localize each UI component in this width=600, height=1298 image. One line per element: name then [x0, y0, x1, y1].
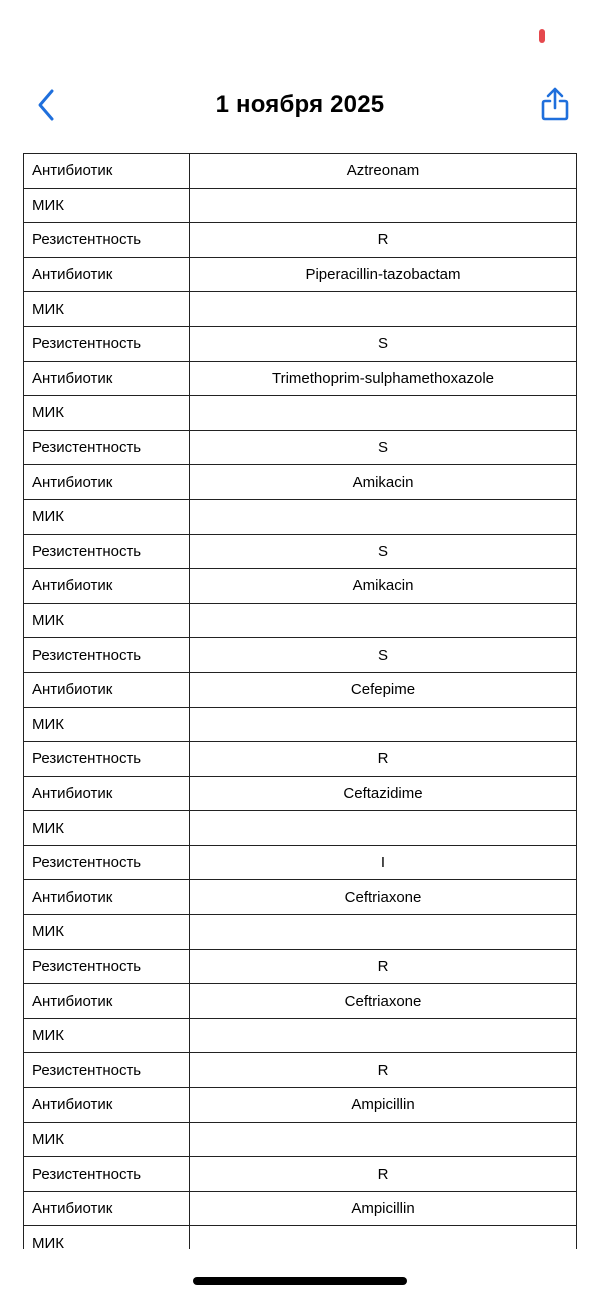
table-row — [24, 465, 577, 500]
table-row — [24, 1191, 577, 1226]
row-value: Ceftriaxone — [190, 984, 577, 1019]
table-row — [24, 569, 577, 604]
row-value: R — [190, 1053, 577, 1088]
row-value — [190, 707, 577, 742]
row-label: Антибиотик — [24, 1191, 190, 1226]
row-value — [190, 396, 577, 431]
row-label: Антибиотик — [24, 984, 190, 1019]
table-row — [24, 292, 577, 327]
row-label: МИК — [24, 1122, 190, 1157]
row-label: МИК — [24, 396, 190, 431]
table-row — [24, 638, 577, 673]
table-row — [24, 672, 577, 707]
row-value: S — [190, 326, 577, 361]
table-row — [24, 811, 577, 846]
table-row — [24, 361, 577, 396]
row-label: МИК — [24, 292, 190, 327]
row-value: Trimethoprim-sulphamethoxazole — [190, 361, 577, 396]
row-label: Резистентность — [24, 742, 190, 777]
row-label: МИК — [24, 499, 190, 534]
row-label: Резистентность — [24, 1053, 190, 1088]
row-label: Антибиотик — [24, 465, 190, 500]
table-row — [24, 257, 577, 292]
row-value: Piperacillin-tazobactam — [190, 257, 577, 292]
row-value: I — [190, 845, 577, 880]
row-value: S — [190, 638, 577, 673]
table-row — [24, 1122, 577, 1157]
row-value — [190, 603, 577, 638]
row-value: R — [190, 742, 577, 777]
table-row — [24, 188, 577, 223]
table-row — [24, 1226, 577, 1249]
row-value: Ceftazidime — [190, 776, 577, 811]
table-row — [24, 880, 577, 915]
page-title: 1 ноября 2025 — [215, 91, 385, 118]
table-row — [24, 430, 577, 465]
row-value — [190, 915, 577, 950]
row-value: R — [190, 949, 577, 984]
row-value: S — [190, 534, 577, 569]
table-row — [24, 154, 577, 189]
row-label: МИК — [24, 1018, 190, 1053]
row-label: Антибиотик — [24, 257, 190, 292]
table-row — [24, 1088, 577, 1123]
row-label: Антибиотик — [24, 569, 190, 604]
home-indicator[interactable] — [193, 1277, 407, 1285]
row-label: Антибиотик — [24, 361, 190, 396]
row-label: Резистентность — [24, 223, 190, 258]
row-label: МИК — [24, 188, 190, 223]
row-label: МИК — [24, 603, 190, 638]
row-label: Резистентность — [24, 949, 190, 984]
row-value — [190, 1226, 577, 1249]
row-value — [190, 292, 577, 327]
table-row — [24, 949, 577, 984]
row-value — [190, 499, 577, 534]
table-row — [24, 915, 577, 950]
share-icon — [540, 86, 570, 122]
row-value — [190, 811, 577, 846]
row-label: Резистентность — [24, 1157, 190, 1192]
table-row — [24, 742, 577, 777]
row-label: МИК — [24, 707, 190, 742]
table-row — [24, 984, 577, 1019]
results-table-container[interactable] — [23, 153, 577, 1249]
scroll-hint — [230, 138, 370, 146]
row-value: R — [190, 223, 577, 258]
row-value: Ceftriaxone — [190, 880, 577, 915]
table-row — [24, 707, 577, 742]
row-label: МИК — [24, 915, 190, 950]
row-value: Ampicillin — [190, 1191, 577, 1226]
row-label: Антибиотик — [24, 154, 190, 189]
row-label: Резистентность — [24, 845, 190, 880]
row-value: R — [190, 1157, 577, 1192]
table-row — [24, 534, 577, 569]
table-row — [24, 223, 577, 258]
row-value — [190, 1122, 577, 1157]
row-label: Резистентность — [24, 534, 190, 569]
row-value — [190, 1018, 577, 1053]
table-row — [24, 396, 577, 431]
row-label: МИК — [24, 1226, 190, 1249]
status-indicator-dot — [539, 29, 545, 43]
row-label: Резистентность — [24, 638, 190, 673]
table-row — [24, 776, 577, 811]
row-label: Антибиотик — [24, 1088, 190, 1123]
table-row — [24, 845, 577, 880]
row-value: Ampicillin — [190, 1088, 577, 1123]
table-row — [24, 603, 577, 638]
share-button[interactable] — [536, 84, 574, 124]
table-row — [24, 499, 577, 534]
table-row — [24, 1053, 577, 1088]
row-label: Резистентность — [24, 326, 190, 361]
row-label: Антибиотик — [24, 880, 190, 915]
row-value: Amikacin — [190, 465, 577, 500]
table-row — [24, 1018, 577, 1053]
results-table — [23, 153, 577, 1249]
row-value: Cefepime — [190, 672, 577, 707]
table-row — [24, 1157, 577, 1192]
row-value: Aztreonam — [190, 154, 577, 189]
row-label: МИК — [24, 811, 190, 846]
table-row — [24, 326, 577, 361]
row-label: Резистентность — [24, 430, 190, 465]
row-value — [190, 188, 577, 223]
row-value: S — [190, 430, 577, 465]
row-label: Антибиотик — [24, 776, 190, 811]
row-value: Amikacin — [190, 569, 577, 604]
row-label: Антибиотик — [24, 672, 190, 707]
